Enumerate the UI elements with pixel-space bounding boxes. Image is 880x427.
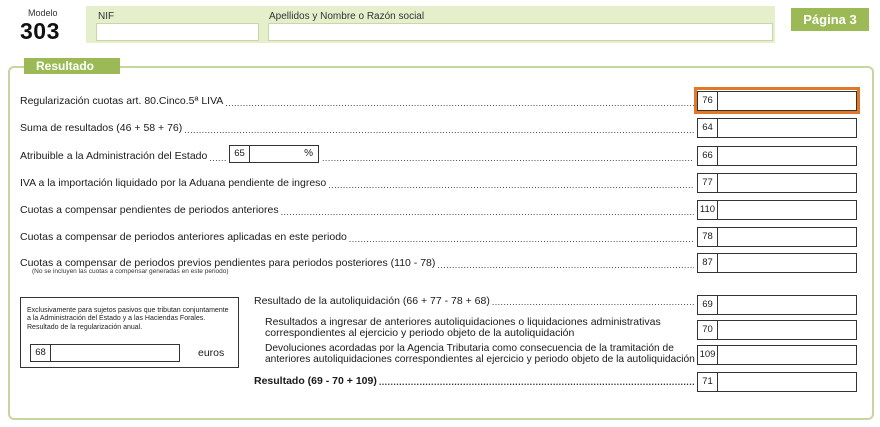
field-68[interactable] — [30, 344, 180, 362]
row-label: IVA a la importación liquidado por la Aduana pendiente de ingreso — [20, 177, 327, 189]
row-label: Regularización cuotas art. 80.Cinco.5ª LIVA — [20, 95, 224, 107]
field-65-percentage[interactable] — [229, 145, 319, 163]
field-71[interactable] — [697, 372, 857, 392]
box-number: 65 — [230, 146, 250, 162]
field-69[interactable] — [697, 295, 857, 315]
row-76 — [20, 94, 696, 108]
taxpayer-id-panel — [86, 6, 775, 43]
row-70 — [265, 317, 661, 339]
row-109 — [265, 343, 695, 365]
field-64[interactable] — [697, 118, 857, 138]
row-78 — [20, 230, 696, 244]
box-number: 87 — [698, 254, 718, 272]
row-label-line1: Resultados a ingresar de anteriores autoliquidaciones o liquidaciones administrativas — [265, 316, 661, 328]
row-87-note: (No se incluyen las cuotas a compensar generadas en este periodo) — [32, 268, 229, 275]
box-number: 70 — [698, 321, 718, 339]
row-label: Suma de resultados (46 + 58 + 76) — [20, 122, 183, 134]
row-71 — [254, 375, 696, 387]
row-69 — [254, 295, 696, 307]
field-109[interactable] — [697, 345, 857, 365]
dot-leader — [281, 207, 694, 217]
row-label: Resultado de la autoliquidación (66 + 77 - 78 + 68) — [254, 295, 490, 307]
modelo-number: 303 — [20, 18, 60, 44]
row-77 — [20, 176, 696, 190]
box-number: 68 — [31, 345, 51, 361]
focus-highlight — [694, 87, 860, 114]
row-110 — [20, 203, 696, 217]
box-number: 71 — [698, 373, 718, 391]
box-number: 78 — [698, 228, 718, 246]
row-64 — [20, 121, 696, 135]
forales-note: Exclusivamente para sujetos pasivos que tributan conjuntamente a la Administración del Estado y a las Haciendas Forales. Resultado de la regularización anual. — [27, 307, 229, 331]
field-87[interactable] — [697, 253, 857, 273]
field-66[interactable] — [697, 146, 857, 166]
dot-leader — [492, 297, 694, 307]
page-badge: Página 3 — [791, 8, 869, 31]
dot-leader — [322, 153, 694, 163]
field-78[interactable] — [697, 227, 857, 247]
dot-leader — [379, 377, 694, 387]
box-number: 64 — [698, 119, 718, 137]
row-66-leader — [320, 149, 696, 163]
percent-sign: % — [304, 148, 313, 159]
section-title: Resultado — [24, 58, 120, 74]
name-label: Apellidos y Nombre o Razón social — [269, 11, 425, 22]
dot-leader — [225, 98, 694, 108]
modelo-caption: Modelo — [28, 8, 58, 18]
row-label-line2: anteriores autoliquidaciones correspondientes al ejercicio y periodo objeto de la autoliquidación — [265, 354, 695, 365]
dot-leader — [328, 180, 694, 190]
nif-label: NIF — [98, 11, 115, 22]
name-field[interactable] — [268, 23, 773, 41]
dot-leader — [209, 153, 226, 163]
box-number: 77 — [698, 174, 718, 192]
forales-box — [20, 297, 239, 368]
row-label: Resultado (69 - 70 + 109) — [254, 375, 377, 387]
row-label: Cuotas a compensar de periodos previos pendientes para periodos posteriores (110 - 78) — [20, 257, 436, 269]
nif-field[interactable] — [96, 23, 259, 41]
box-number: 66 — [698, 147, 718, 165]
box-number: 76 — [698, 92, 718, 110]
row-label: Cuotas a compensar de periodos anteriores aplicadas en este periodo — [20, 231, 347, 243]
row-66-label — [20, 149, 228, 163]
euros-label: euros — [198, 347, 225, 359]
field-70[interactable] — [697, 320, 857, 340]
dot-leader — [184, 125, 694, 135]
box-number: 109 — [698, 346, 718, 364]
box-number: 110 — [698, 201, 718, 219]
row-label: Atribuible a la Administración del Estado — [20, 150, 208, 162]
field-77[interactable] — [697, 173, 857, 193]
row-label-line2: correspondientes al ejercicio y periodo objeto de la autoliquidación — [265, 327, 575, 339]
field-110[interactable] — [697, 200, 857, 220]
dot-leader — [437, 260, 694, 270]
row-label: Cuotas a compensar pendientes de periodos anteriores — [20, 204, 279, 216]
row-label-line1: Devoluciones acordadas por la Agencia Tributaria como consecuencia de la tramitación de — [265, 343, 674, 354]
dot-leader — [349, 234, 694, 244]
box-number: 69 — [698, 296, 718, 314]
